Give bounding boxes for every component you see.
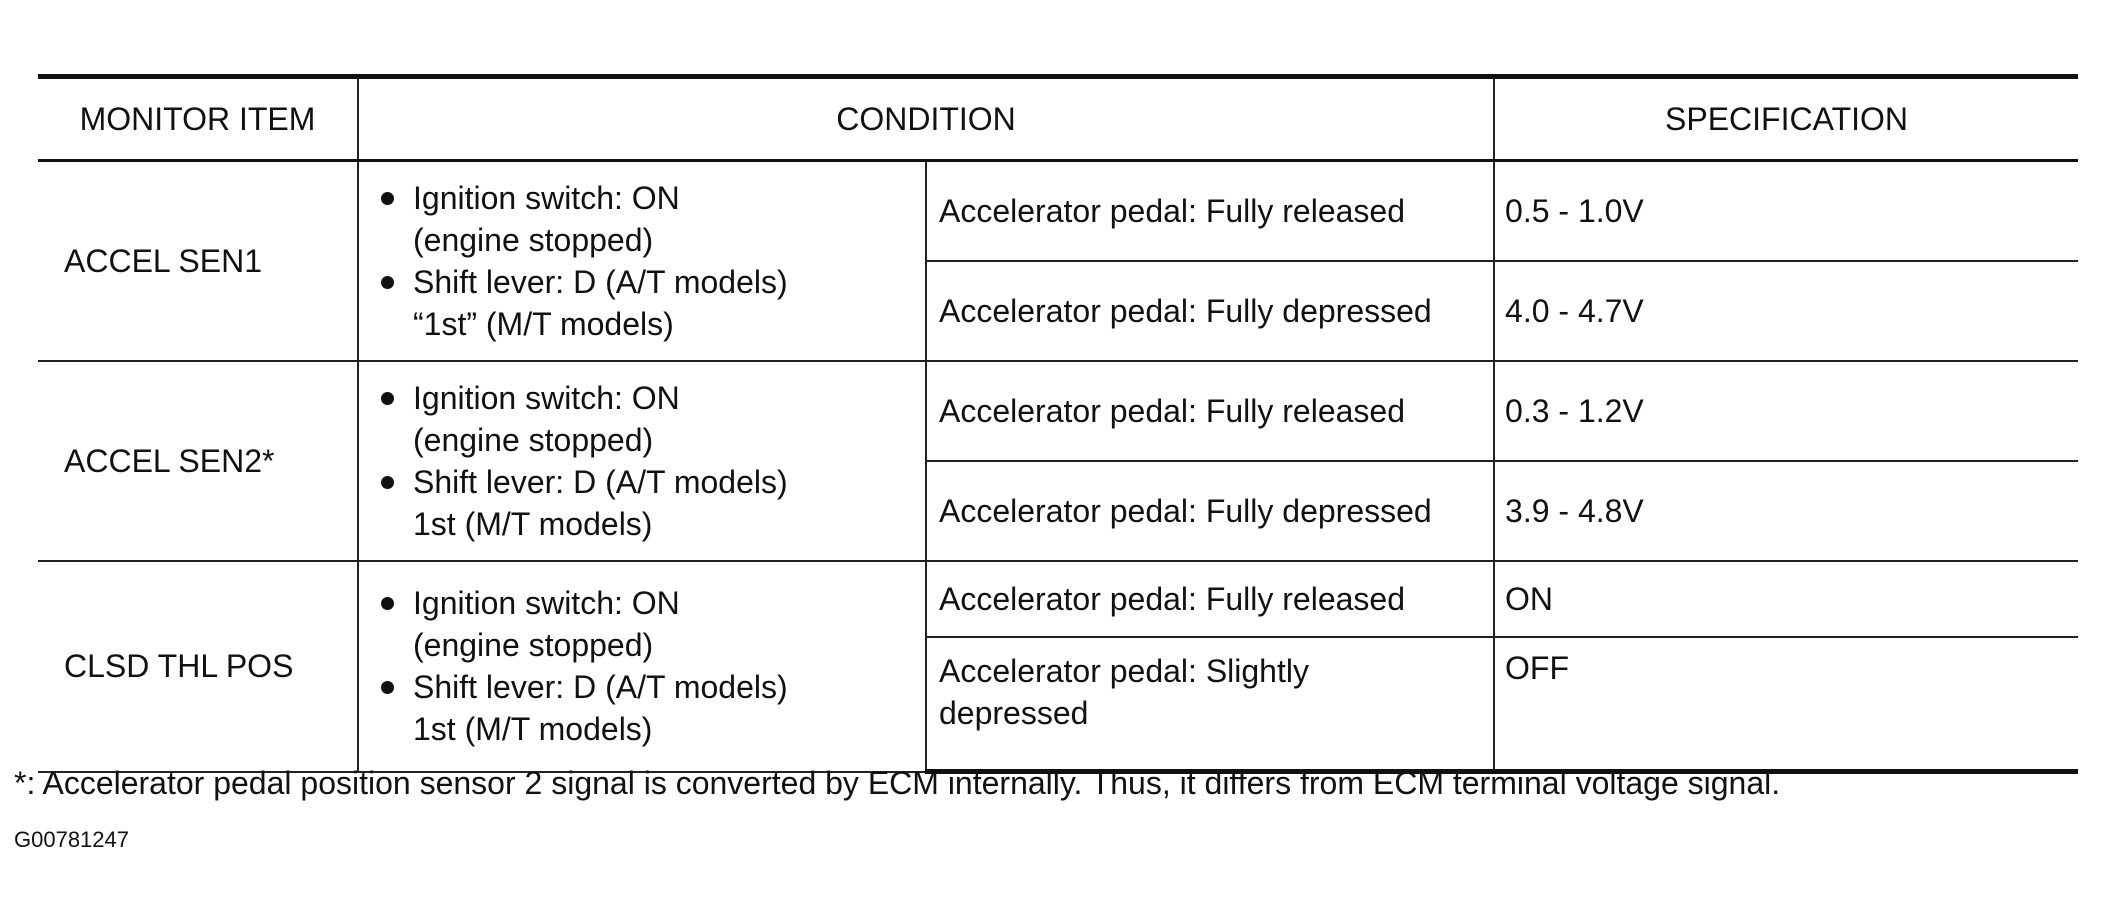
specification-cell: 3.9 - 4.8V	[1494, 461, 2078, 561]
specification-cell: ON	[1494, 561, 2078, 637]
header-monitor-item: MONITOR ITEM	[38, 77, 358, 161]
table-row	[38, 161, 2078, 262]
specification-cell: OFF	[1494, 637, 2078, 772]
header-condition: CONDITION	[358, 77, 1494, 161]
pedal-condition-cell: Accelerator pedal: Fully released	[926, 561, 1494, 637]
figure-id: G00781247	[14, 827, 129, 852]
specification-cell: 4.0 - 4.7V	[1494, 261, 2078, 361]
condition-cell	[358, 361, 926, 561]
spec-table	[38, 74, 2078, 774]
specification-cell: 0.5 - 1.0V	[1494, 161, 2078, 262]
condition-bullet: Shift lever: D (A/T models) 1st (M/T models)	[375, 461, 924, 545]
condition-cell	[358, 161, 926, 362]
pedal-condition-cell: Accelerator pedal: Fully released	[926, 161, 1494, 262]
monitor-item-cell: CLSD THL POS	[38, 561, 358, 772]
pedal-condition-cell: Accelerator pedal: Fully depressed	[926, 261, 1494, 361]
footnote: *: Accelerator pedal position sensor 2 signal is converted by ECM internally. Thus, it differs from ECM terminal voltage signal.	[14, 765, 1781, 801]
pedal-condition-cell: Accelerator pedal: Fully released	[926, 361, 1494, 461]
pedal-condition-cell: Accelerator pedal: Fully depressed	[926, 461, 1494, 561]
specification-cell: 0.3 - 1.2V	[1494, 361, 2078, 461]
condition-bullet: Ignition switch: ON (engine stopped)	[375, 377, 924, 461]
condition-cell	[358, 561, 926, 772]
header-row	[38, 77, 2078, 161]
table-row	[38, 361, 2078, 461]
table-row	[38, 561, 2078, 637]
monitor-item-cell: ACCEL SEN2*	[38, 361, 358, 561]
monitor-item-cell: ACCEL SEN1	[38, 161, 358, 362]
pedal-condition-cell: Accelerator pedal: Slightly depressed	[926, 637, 1494, 772]
condition-bullet: Ignition switch: ON (engine stopped)	[375, 582, 924, 666]
condition-bullet: Ignition switch: ON (engine stopped)	[375, 177, 924, 261]
condition-bullet: Shift lever: D (A/T models) “1st” (M/T models)	[375, 261, 924, 345]
condition-bullet: Shift lever: D (A/T models) 1st (M/T models)	[375, 666, 924, 750]
header-specification: SPECIFICATION	[1494, 77, 2078, 161]
